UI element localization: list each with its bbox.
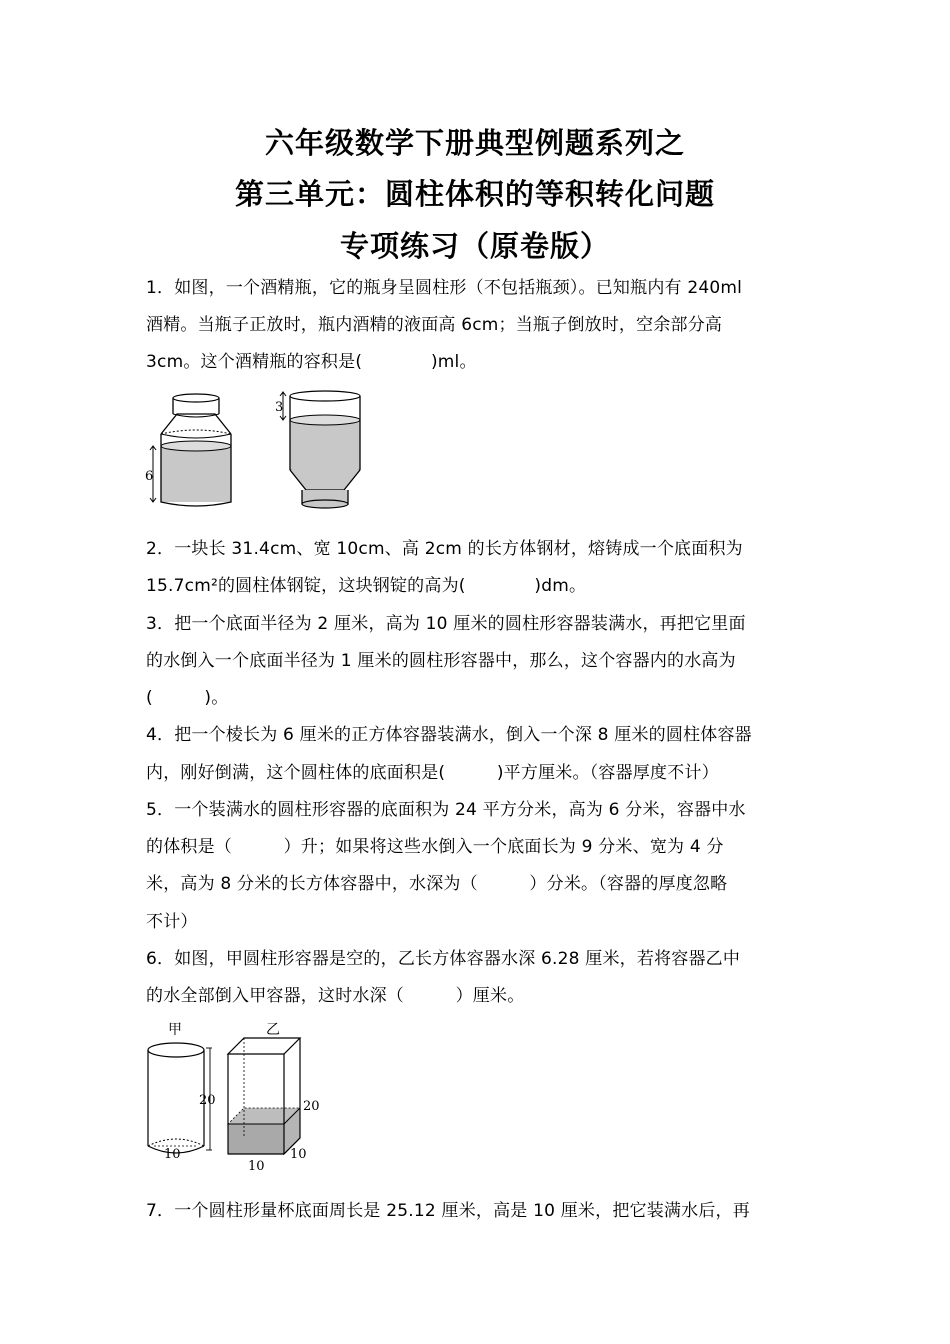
q6-line-1: 6．如图，甲圆柱形容器是空的，乙长方体容器水深 6.28 厘米，若将容器乙中 <box>146 949 741 969</box>
q2-line-2: 15.7cm²的圆柱体钢锭，这块钢锭的高为( )dm。 <box>146 576 587 596</box>
q4-line-1: 4．把一个棱长为 6 厘米的正方体容器装满水，倒入一个深 8 厘米的圆柱体容器 <box>146 725 752 745</box>
inverted-bottle <box>275 391 360 508</box>
title-line-3: 专项练习（原卷版） <box>339 229 610 263</box>
q6-containers-figure <box>140 1020 340 1180</box>
upright-bottle <box>145 394 231 506</box>
inverted-liquid <box>290 420 360 470</box>
upright-liquid-surface <box>161 441 231 451</box>
q1-bottle-figure <box>143 384 363 518</box>
inverted-height-label: 3 <box>275 400 284 415</box>
box-yi <box>228 1022 320 1174</box>
q5-line-1: 5．一个装满水的圆柱形容器的底面积为 24 平方分米，高为 6 分米，容器中水 <box>146 800 746 820</box>
q3-line-2: 的水倒入一个底面半径为 1 厘米的圆柱形容器中，那么，这个容器内的水高为 <box>146 651 736 671</box>
q3-line-1: 3．把一个底面半径为 2 厘米，高为 10 厘米的圆柱形容器装满水，再把它里面 <box>146 614 746 634</box>
label-yi: 乙 <box>266 1022 280 1038</box>
q1-line-2: 酒精。当瓶子正放时，瓶内酒精的液面高 6cm；当瓶子倒放时，空余部分高 <box>146 315 723 335</box>
q5-line-2: 的体积是（ ）升；如果将这些水倒入一个底面长为 9 分米、宽为 4 分 <box>146 837 724 857</box>
q1-bottle-svg <box>143 384 363 514</box>
q5-line-3: 米，高为 8 分米的长方体容器中，水深为（ ）分米。（容器的厚度忽略 <box>146 874 728 894</box>
q2-line-1: 2．一块长 31.4cm、宽 10cm、高 2cm 的长方体钢材，熔铸成一个底面积为 <box>146 539 743 559</box>
q6-containers-svg <box>140 1020 340 1176</box>
q4-line-2: 内，刚好倒满，这个圆柱体的底面积是( )平方厘米。（容器厚度不计） <box>146 763 719 783</box>
title-line-1: 六年级数学下册典型例题系列之 <box>264 126 685 160</box>
cylinder-jia <box>148 1022 216 1162</box>
box-depth-label: 10 <box>290 1147 307 1162</box>
q1-line-1: 1．如图，一个酒精瓶，它的瓶身呈圆柱形（不包括瓶颈）。已知瓶内有 240ml <box>146 278 743 298</box>
upright-height-label: 6 <box>145 469 154 484</box>
q7-line-1: 7．一个圆柱形量杯底面周长是 25.12 厘米，高是 10 厘米，把它装满水后，再 <box>146 1201 750 1221</box>
label-jia: 甲 <box>168 1022 182 1038</box>
cyl-diameter-label: 10 <box>164 1147 181 1162</box>
q5-line-4: 不计） <box>146 912 198 932</box>
q1-line-3: 3cm。这个酒精瓶的容积是( )ml。 <box>146 352 477 372</box>
upright-liquid <box>161 446 231 502</box>
box-width-label: 10 <box>248 1159 265 1174</box>
q6-line-2: 的水全部倒入甲容器，这时水深（ ）厘米。 <box>146 986 525 1006</box>
cyl-height-label: 20 <box>199 1093 216 1108</box>
box-height-label: 20 <box>303 1099 320 1114</box>
q3-line-3: ( )。 <box>146 688 229 708</box>
title-line-2: 第三单元：圆柱体积的等积转化问题 <box>234 177 715 211</box>
